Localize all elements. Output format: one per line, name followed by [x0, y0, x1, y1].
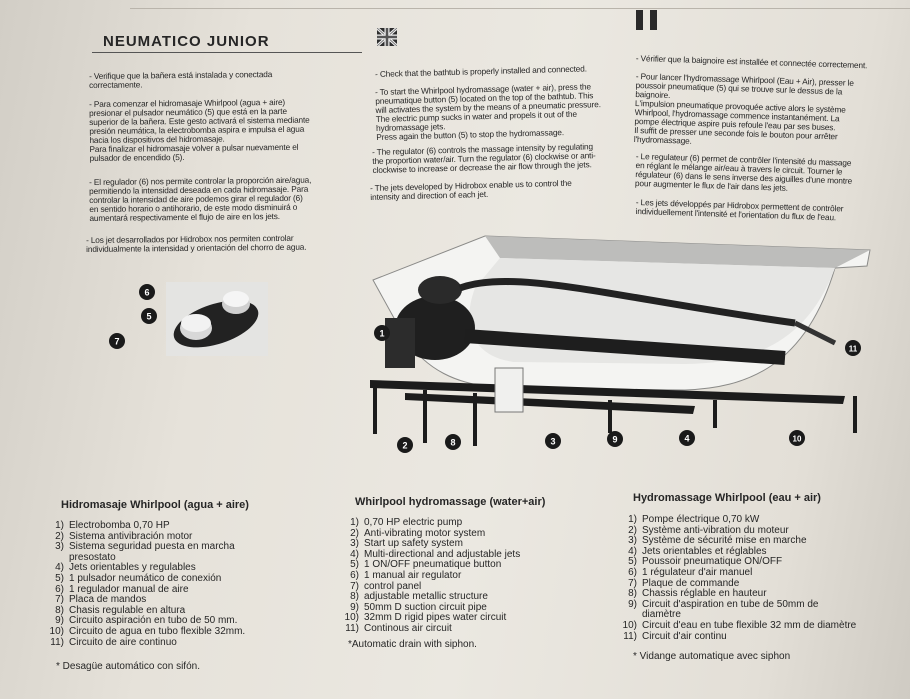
parts-list-text: Circuit d'aspiration en tube de 50mm de: [642, 598, 819, 610]
parts-list-number: 5): [55, 572, 64, 584]
parts-list-number: 7): [628, 577, 637, 589]
parts-list-text: Système de sécurité mise en marche: [642, 535, 807, 547]
parts-list-text: Anti-vibrating motor system: [364, 527, 486, 539]
parts-list-text: 50mm D suction circuit pipe: [364, 601, 487, 613]
es-paragraph-regulator: - El regulador (6) nos permite controlar la proporción aire/agua, permitiendo la intensidad deseada en cada hidromasaje. Para controlar la intensidad de aire podemos girar el regulador (6) en sentido horario o antihorario, de este modo disminuirá o aumentará respectivamente el flujo de aire en los jets.: [88, 174, 312, 223]
fr-parts-list: [613, 515, 856, 642]
es-list-heading: Hidromasaje Whirlpool (agua + aire): [61, 499, 249, 511]
parts-list-number: 3): [55, 541, 64, 553]
parts-list-number: 11): [623, 630, 637, 642]
parts-list-number: 10): [344, 612, 359, 624]
parts-list-number: 3): [350, 538, 359, 550]
svg-text:1: 1: [379, 328, 385, 339]
page-title: NEUMATICO JUNIOR: [103, 33, 270, 50]
parts-list-text: Electrobomba 0,70 HP: [69, 520, 170, 531]
fr-list-note: * Vidange automatique avec siphon: [633, 651, 791, 662]
en-parts-list: [335, 518, 520, 635]
svg-text:11: 11: [848, 344, 858, 354]
parts-list-item: [40, 638, 245, 649]
parts-list-number: 4): [55, 562, 64, 574]
svg-text:2: 2: [402, 440, 408, 451]
es-paragraph-start: - Para comenzar el hidromasaje Whirlpool (agua + aire) presionar el pulsador neumático (5) que está en la parte superior de la bañera. Este gesto activará el sistema mediante presión neumática, la electrobomba aspira e impulsa el agua hacia los dispositivos del hidromasaje. Para finalizar el hidromasaje volver a pulsar nuevamente el pulsador de encendido (5).: [88, 96, 310, 163]
parts-list-text: control panel: [364, 580, 422, 592]
bathtub-diagram: [365, 228, 875, 460]
fr-list-heading: Hydromassage Whirlpool (eau + air): [633, 492, 821, 504]
svg-text:5: 5: [146, 311, 152, 322]
parts-list-number: 7): [350, 580, 359, 592]
en-paragraph-jets: - The jets developed by Hidrobox enable us to control the intensity and direction of each jet.: [369, 177, 572, 202]
parts-list-text: 0,70 HP electric pump: [364, 517, 463, 528]
svg-text:6: 6: [144, 287, 150, 298]
parts-list-text: 32mm D rigid pipes water circuit: [364, 612, 507, 624]
parts-list-number: 1): [350, 517, 359, 528]
parts-list-number: 6): [350, 569, 359, 581]
fr-paragraph-jets: - Les jets développés par Hidrobox permettent de contrôler individuellement l'intensité et l'orientation du flux de l'eau.: [635, 197, 844, 223]
parts-list-number: 11): [345, 622, 359, 634]
parts-list-text: Chassis réglable en hauteur: [642, 588, 767, 600]
parts-list-number: 2): [350, 527, 359, 539]
en-list-note: *Automatic drain with siphon.: [348, 639, 477, 650]
svg-text:9: 9: [612, 434, 618, 445]
parts-list-number: 2): [55, 530, 64, 542]
parts-list-text: Sistema seguridad puesta en marcha: [69, 541, 235, 553]
parts-list-text: 1 regulador manual de aire: [69, 583, 189, 595]
callout-1: [374, 325, 390, 341]
parts-list-number: 9): [350, 601, 359, 613]
parts-list-text: Jets orientables y regulables: [69, 562, 196, 574]
parts-list-number: 1): [55, 520, 64, 531]
en-paragraph-check: - Check that the bathtub is properly installed and connected.: [374, 63, 587, 79]
callout-5: [141, 308, 157, 324]
parts-list-text: 1 manual air regulator: [364, 569, 462, 581]
callout-3: [545, 433, 561, 449]
parts-list-number: 5): [628, 556, 637, 568]
parts-list-number: 8): [628, 588, 637, 600]
parts-list-text: Poussoir pneumatique ON/OFF: [642, 556, 783, 568]
parts-list-number: 6): [55, 583, 64, 595]
parts-list-text: 1 ON/OFF pneumatique button: [364, 559, 502, 571]
svg-text:7: 7: [114, 336, 120, 347]
parts-list-text: Jets orientables et réglables: [642, 545, 767, 557]
es-list-note: * Desagüe automático con sifón.: [56, 661, 200, 672]
parts-list-text: Placa de mandos: [69, 594, 147, 606]
parts-list-text: Start up safety system: [364, 538, 463, 550]
parts-list-text: Circuit d'air continu: [642, 630, 727, 642]
en-paragraph-start: - To start the Whirlpool hydromassage (water + air), press the pneumatique button (5) located on the top of the bathtub. This will activates the system by the means of a pneumatic pressure. The electric pump sucks in water and propels it out of the hydromassage jets. Press again the button (5) to stop the hydromassage.: [374, 81, 601, 142]
parts-list-number: 2): [628, 524, 637, 536]
parts-list-item: [613, 632, 856, 643]
parts-list-number: 3): [628, 535, 637, 547]
parts-list-text: Plaque de commande: [642, 577, 740, 589]
page-edge-rule: [130, 0, 910, 9]
parts-list-text: Système anti-vibration du moteur: [642, 524, 789, 536]
svg-text:3: 3: [550, 436, 556, 447]
parts-list-text: Chasis regulable en altura: [69, 604, 186, 616]
parts-list-number: 4): [628, 545, 637, 557]
es-parts-list: [40, 521, 245, 648]
parts-list-text: Circuito aspiración en tubo de 50 mm.: [69, 615, 238, 627]
svg-text:10: 10: [792, 434, 802, 444]
control-detail-photo: [138, 280, 270, 360]
parts-list-number: 4): [350, 548, 359, 560]
parts-list-text: Pompe électrique 0,70 kW: [642, 514, 760, 525]
parts-list-number: 8): [350, 591, 359, 603]
callout-8: [445, 434, 461, 450]
es-paragraph-jets: - Los jet desarrollados por Hidrobox nos permiten controlar individualmente la intensidad y orientación del chorro de agua.: [85, 232, 307, 254]
callout-6: [139, 284, 155, 300]
en-paragraph-regulator: - The regulator (6) controls the massage intensity by regulating the proportion water/air. Turn the regulator (6) clockwise or anti- clockwise to increase or decrease the air flow through the jets.: [371, 141, 596, 175]
parts-list-text: Sistema antivibración motor: [69, 530, 193, 542]
fr-paragraph-check: - Vérifier que la baignoire est installée et connectée correctement.: [635, 53, 868, 71]
svg-text:8: 8: [450, 437, 456, 448]
parts-list-number: 10): [622, 619, 637, 631]
fr-paragraph-start: - Pour lancer l'hydromassage Whirlpool (Eau + Air), presser le poussoir pneumatique (5) qui se trouve sur le dessus de la baignoire. L'impulsion pneumatique provoquée active alors le système Whirlpool, l'hydromassage commence instantanément. La pompe électrique aspire puis refoule l'eau par ses buses. Il suffit de presser une seconde fois le bouton pour arrêter l'hydromassage.: [633, 71, 854, 146]
svg-text:4: 4: [684, 433, 690, 444]
parts-list-number: 5): [350, 559, 359, 571]
parts-list-number: 11): [50, 636, 64, 648]
callout-4: [679, 430, 695, 446]
parts-list-text: diamètre: [642, 609, 681, 621]
en-list-heading: Whirlpool hydromassage (water+air): [355, 496, 546, 508]
parts-list-number: 1): [628, 514, 637, 525]
parts-list-text: Circuito de agua en tubo flexible 32mm.: [69, 625, 246, 637]
parts-list-item: [335, 624, 520, 635]
es-paragraph-check: - Verifique que la bañera está instalada y conectada correctamente.: [88, 69, 273, 90]
parts-list-text: Continous air circuit: [364, 622, 452, 634]
parts-list-text: 1 régulateur d'air manuel: [642, 566, 753, 578]
callout-11: [845, 340, 861, 356]
parts-list-text: Circuito de aire continuo: [69, 636, 177, 648]
french-flag-icon: [636, 10, 660, 30]
parts-list-number: 7): [55, 594, 64, 606]
parts-list-text: Multi-directional and adjustable jets: [364, 548, 521, 560]
parts-list-number: 9): [628, 598, 637, 610]
callout-10: [789, 430, 805, 446]
title-underline: [92, 52, 362, 53]
parts-list-item: [335, 571, 520, 582]
parts-list-number: 9): [55, 615, 64, 627]
parts-list-text: presostato: [69, 551, 116, 563]
uk-flag-icon: [377, 28, 397, 46]
callout-2: [397, 437, 413, 453]
parts-list-text: Circuit d'eau en tube flexible 32 mm de diamètre: [642, 619, 857, 631]
parts-list-number: 6): [628, 566, 637, 578]
fr-paragraph-regulator: - Le regulateur (6) permet de contrôler l'intensité du massage en réglant le mélange air/eau à travers le circuit. Tourner le régulateur (6) dans le sens inverse des aiguilles d'une montre pour augmenter le flux de l'air dans les jets.: [634, 151, 853, 193]
parts-list-text: adjustable metallic structure: [364, 591, 488, 603]
parts-list-number: 8): [55, 604, 64, 616]
callout-9: [607, 431, 623, 447]
callout-7-badge: [108, 332, 126, 350]
parts-list-text: 1 pulsador neumático de conexión: [69, 572, 222, 584]
parts-list-number: 10): [49, 625, 64, 637]
